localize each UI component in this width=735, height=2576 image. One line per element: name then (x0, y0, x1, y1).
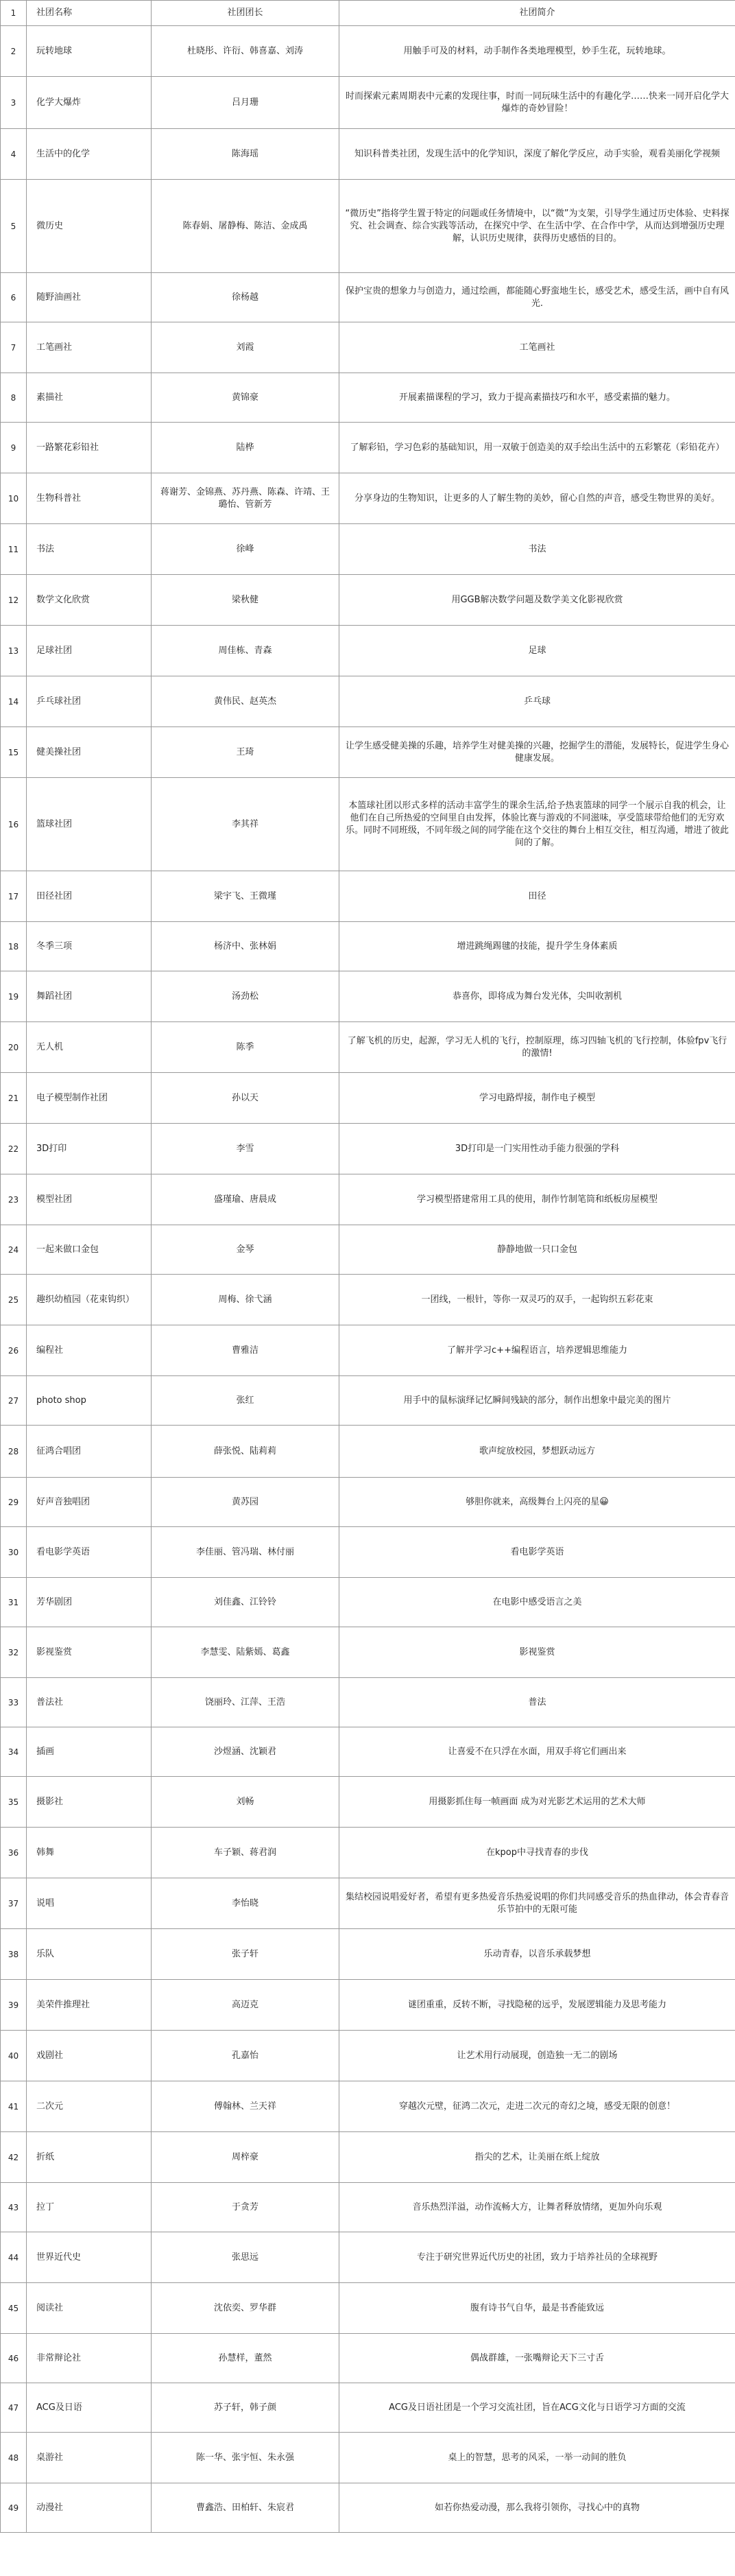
table-row (1, 423, 735, 473)
row-index: 19 (1, 971, 27, 1022)
club-intro: 看电影学英语 (339, 1527, 735, 1578)
club-leader: 汤劲松 (152, 971, 339, 1022)
club-intro: 知识科普类社团，发现生活中的化学知识，深度了解化学反应，动手实验，观看美丽化学视频 (339, 129, 735, 180)
club-intro: 用触手可及的材料，动手制作各类地理模型，妙手生花，玩转地球。 (339, 26, 735, 77)
club-leader: 孙以天 (152, 1073, 339, 1124)
row-index: 6 (1, 273, 27, 322)
header-club-intro: 社团简介 (339, 1, 735, 26)
club-name: 一路繁花彩铅社 (27, 423, 152, 473)
club-leader: 高迈克 (152, 1980, 339, 2031)
club-leader: 杨济中、张林娟 (152, 922, 339, 971)
club-intro: 工笔画社 (339, 322, 735, 373)
row-index: 23 (1, 1174, 27, 1225)
club-leader: 徐杨越 (152, 273, 339, 322)
table-row (1, 2232, 735, 2283)
club-name: 芳华剧团 (27, 1578, 152, 1627)
row-index: 40 (1, 2031, 27, 2081)
club-name: 随野油画社 (27, 273, 152, 322)
row-index: 43 (1, 2183, 27, 2232)
club-name: 拉丁 (27, 2183, 152, 2232)
club-name: 工笔画社 (27, 322, 152, 373)
club-leader: 陈海瑶 (152, 129, 339, 180)
club-name: 3D打印 (27, 1124, 152, 1174)
club-name: 生物科普社 (27, 473, 152, 524)
row-index: 3 (1, 77, 27, 129)
club-leader: 刘霞 (152, 322, 339, 373)
club-name: 韩舞 (27, 1828, 152, 1878)
club-intro: 分享身边的生物知识，让更多的人了解生物的美妙，留心自然的声音，感受生物世界的美好。 (339, 473, 735, 524)
table-row (1, 2483, 735, 2533)
club-leader: 车子颖、蒋君润 (152, 1828, 339, 1878)
club-name: 模型社团 (27, 1174, 152, 1225)
row-index: 15 (1, 727, 27, 778)
table-row (1, 322, 735, 373)
club-intro: 书法 (339, 524, 735, 575)
club-intro: 静静地做一只口金包 (339, 1225, 735, 1275)
club-leader: 李慧雯、陆紫嫣、葛鑫 (152, 1627, 339, 1678)
club-name: 电子模型制作社团 (27, 1073, 152, 1124)
club-name: 摄影社 (27, 1777, 152, 1828)
table-row (1, 1073, 735, 1124)
club-leader: 薛张悦、陆莉莉 (152, 1426, 339, 1478)
club-intro: 增进跳绳踢毽的技能，提升学生身体素质 (339, 922, 735, 971)
club-intro: 歌声绽放校园，梦想跃动远方 (339, 1426, 735, 1478)
table-row (1, 778, 735, 871)
row-index: 39 (1, 1980, 27, 2031)
club-name: 舞蹈社团 (27, 971, 152, 1022)
row-index: 33 (1, 1678, 27, 1727)
table-row (1, 373, 735, 423)
row-index: 11 (1, 524, 27, 575)
row-index: 34 (1, 1727, 27, 1777)
club-leader: 徐峰 (152, 524, 339, 575)
club-name: 无人机 (27, 1022, 152, 1073)
club-name: 素描社 (27, 373, 152, 423)
club-intro: 集结校园说唱爱好者，希望有更多热爱音乐热爱说唱的你们共同感受音乐的热血律动，体会青春音乐节拍中的无限可能 (339, 1878, 735, 1929)
club-name: 乒乓球社团 (27, 676, 152, 727)
row-index: 37 (1, 1878, 27, 1929)
club-name: 美荣件推理社 (27, 1980, 152, 2031)
club-name: 征鸿合唱团 (27, 1426, 152, 1478)
header-row (1, 1, 735, 26)
club-name: 世界近代史 (27, 2232, 152, 2283)
club-name: 书法 (27, 524, 152, 575)
club-name: 看电影学英语 (27, 1527, 152, 1578)
club-intro: 一团线，一根针，等你一双灵巧的双手，一起钩织五彩花束 (339, 1275, 735, 1325)
table-row (1, 1980, 735, 2031)
club-intro: 让学生感受健美操的乐趣，培养学生对健美操的兴趣，挖掘学生的潜能，发展特长，促进学生身心健康发展。 (339, 727, 735, 778)
club-intro: 乒乓球 (339, 676, 735, 727)
club-intro: 普法 (339, 1678, 735, 1727)
table-row (1, 1627, 735, 1678)
row-index: 29 (1, 1478, 27, 1527)
club-intro: 用摄影抓住每一帧画面 成为对光影艺术运用的艺术大师 (339, 1777, 735, 1828)
club-name: 影视鉴赏 (27, 1627, 152, 1678)
table-row (1, 473, 735, 524)
table-row (1, 1777, 735, 1828)
club-name: ACG及日语 (27, 2383, 152, 2433)
club-name: 化学大爆炸 (27, 77, 152, 129)
table-row (1, 2383, 735, 2433)
row-index: 47 (1, 2383, 27, 2433)
club-intro: 让喜爱不在只浮在水面，用双手将它们画出来 (339, 1727, 735, 1777)
row-index: 28 (1, 1426, 27, 1478)
club-intro: 让艺术用行动展现，创造独一无二的剧场 (339, 2031, 735, 2081)
row-index: 49 (1, 2483, 27, 2533)
club-name: 阅读社 (27, 2283, 152, 2334)
row-index: 22 (1, 1124, 27, 1174)
club-intro: 田径 (339, 871, 735, 922)
club-leader: 曹雅洁 (152, 1325, 339, 1376)
table-row (1, 1022, 735, 1073)
club-intro: 了解彩铅，学习色彩的基础知识，用一双敏于创造美的双手绘出生活中的五彩繁花（彩铅花卉） (339, 423, 735, 473)
club-intro: 保护宝贵的想象力与创造力，通过绘画，都能随心野蛮地生长，感受艺术，感受生活，画中自有风光. (339, 273, 735, 322)
club-intro: 够胆你就来，高级舞台上闪亮的星😀 (339, 1478, 735, 1527)
club-name: 编程社 (27, 1325, 152, 1376)
row-index: 46 (1, 2334, 27, 2383)
club-name: 冬季三项 (27, 922, 152, 971)
table-row (1, 524, 735, 575)
table-row (1, 1174, 735, 1225)
club-leader: 刘畅 (152, 1777, 339, 1828)
row-index: 26 (1, 1325, 27, 1376)
row-index: 24 (1, 1225, 27, 1275)
table-row (1, 1727, 735, 1777)
club-leader: 陈季 (152, 1022, 339, 1073)
row-index: 41 (1, 2081, 27, 2132)
table-row (1, 180, 735, 273)
club-leader: 周佳栋、青森 (152, 626, 339, 676)
header-club-name: 社团名称 (27, 1, 152, 26)
club-leader: 孔嘉怡 (152, 2031, 339, 2081)
row-index: 35 (1, 1777, 27, 1828)
row-index: 30 (1, 1527, 27, 1578)
club-name: 说唱 (27, 1878, 152, 1929)
club-name: 田径社团 (27, 871, 152, 922)
table-row (1, 1426, 735, 1478)
club-leader: 蒋谢芳、金锦燕、苏丹燕、陈森、许靖、王璐怡、管新芳 (152, 473, 339, 524)
club-name: 篮球社团 (27, 778, 152, 871)
table-row (1, 1578, 735, 1627)
club-intro: 乐动青春，以音乐承载梦想 (339, 1929, 735, 1980)
row-index: 4 (1, 129, 27, 180)
table-row (1, 1878, 735, 1929)
club-intro: 了解并学习c++编程语言，培养逻辑思维能力 (339, 1325, 735, 1376)
row-index: 45 (1, 2283, 27, 2334)
club-intro: 时而探索元素周期表中元素的发现往事，时而一同玩味生活中的有趣化学……快来一同开启化学大爆炸的奇妙冒险！ (339, 77, 735, 129)
club-leader: 梁宇飞、王微瑾 (152, 871, 339, 922)
club-intro: 学习电路焊接，制作电子模型 (339, 1073, 735, 1124)
row-index: 36 (1, 1828, 27, 1878)
club-leader: 吕月珊 (152, 77, 339, 129)
table-row (1, 2132, 735, 2183)
club-intro: 开展素描课程的学习，致力于提高素描技巧和水平，感受素描的魅力。 (339, 373, 735, 423)
club-intro: 指尖的艺术，让美丽在纸上绽放 (339, 2132, 735, 2183)
club-intro: 音乐热烈洋溢，动作流畅大方，让舞者释放情绪，更加外向乐观 (339, 2183, 735, 2232)
club-leader: 王琦 (152, 727, 339, 778)
row-index: 5 (1, 180, 27, 273)
club-leader: 陆桦 (152, 423, 339, 473)
club-leader: 张子轩 (152, 1929, 339, 1980)
table-row (1, 1124, 735, 1174)
table-row (1, 273, 735, 322)
table-row (1, 626, 735, 676)
table-row (1, 676, 735, 727)
table-row (1, 575, 735, 626)
table-row (1, 2283, 735, 2334)
club-name: 乐队 (27, 1929, 152, 1980)
table-row (1, 727, 735, 778)
club-leader: 饶丽玲、江萍、王浩 (152, 1678, 339, 1727)
row-index: 9 (1, 423, 27, 473)
club-leader: 梁秋健 (152, 575, 339, 626)
club-leader: 沈依奕、罗华群 (152, 2283, 339, 2334)
club-intro: 用GGB解决数学问题及数学美文化影视欣赏 (339, 575, 735, 626)
table-row (1, 1929, 735, 1980)
header-index: 1 (1, 1, 27, 26)
club-intro: 在电影中感受语言之美 (339, 1578, 735, 1627)
club-intro: 本篮球社团以形式多样的活动丰富学生的课余生活,给予热衷篮球的同学一个展示自我的机会，让他们在自己所热爱的空间里自由发挥，体验比赛与游戏的不同滋味，享受篮球带给他们的无穷欢乐。同时不同班级，不同年级之间的同学能在这个交往的舞台上相互交往，相互沟通，增进了彼此间的了解。 (339, 778, 735, 871)
club-intro: 穿越次元壁，征鸿二次元，走进二次元的奇幻之境，感受无限的创意！ (339, 2081, 735, 2132)
row-index: 10 (1, 473, 27, 524)
table-row (1, 26, 735, 77)
club-name: 折纸 (27, 2132, 152, 2183)
club-name: 趣织幼植园（花束钩织） (27, 1275, 152, 1325)
table-row (1, 1376, 735, 1426)
table-row (1, 129, 735, 180)
club-leader: 曹鑫浩、田柏轩、朱宸君 (152, 2483, 339, 2533)
table-row (1, 1478, 735, 1527)
club-name: 动漫社 (27, 2483, 152, 2533)
club-leader: 张红 (152, 1376, 339, 1426)
row-index: 20 (1, 1022, 27, 1073)
club-name: 二次元 (27, 2081, 152, 2132)
club-leader: 陈一华、张宇恒、朱永强 (152, 2433, 339, 2483)
club-name: 好声音独唱团 (27, 1478, 152, 1527)
club-leader: 张思远 (152, 2232, 339, 2283)
club-leader: 傅翰林、兰天祥 (152, 2081, 339, 2132)
table-row (1, 1527, 735, 1578)
club-leader: 黄苏园 (152, 1478, 339, 1527)
club-name: 普法社 (27, 1678, 152, 1727)
row-index: 12 (1, 575, 27, 626)
row-index: 42 (1, 2132, 27, 2183)
table-row (1, 2334, 735, 2383)
header-club-leader: 社团团长 (152, 1, 339, 26)
row-index: 27 (1, 1376, 27, 1426)
club-name: 插画 (27, 1727, 152, 1777)
club-name: 戏剧社 (27, 2031, 152, 2081)
club-intro: 在kpop中寻找青春的步伐 (339, 1828, 735, 1878)
row-index: 31 (1, 1578, 27, 1627)
club-name: 非常辩论社 (27, 2334, 152, 2383)
club-intro: 偶战群雄，一张嘴辩论天下三寸舌 (339, 2334, 735, 2383)
row-index: 48 (1, 2433, 27, 2483)
table-row (1, 2081, 735, 2132)
club-name: 生活中的化学 (27, 129, 152, 180)
table-row (1, 2183, 735, 2232)
table-row (1, 922, 735, 971)
club-intro: 恭喜你，即将成为舞台发光体，尖叫收割机 (339, 971, 735, 1022)
club-leader: 黄伟民、赵英杰 (152, 676, 339, 727)
row-index: 14 (1, 676, 27, 727)
club-intro: 如若你热爱动漫，那么我将引领你，寻找心中的真物 (339, 2483, 735, 2533)
club-intro: 了解飞机的历史，起源，学习无人机的飞行，控制原理，练习四轴飞机的飞行控制，体验fpv飞行的激情! (339, 1022, 735, 1073)
row-index: 21 (1, 1073, 27, 1124)
club-intro: 影视鉴赏 (339, 1627, 735, 1678)
table-row (1, 2031, 735, 2081)
club-leader: 金琴 (152, 1225, 339, 1275)
club-intro: 学习模型搭建常用工具的使用，制作竹制笔筒和纸板房屋模型 (339, 1174, 735, 1225)
club-leader: 李其祥 (152, 778, 339, 871)
club-intro: 用手中的鼠标演绎记忆瞬间残缺的部分，制作出想象中最完美的图片 (339, 1376, 735, 1426)
club-intro: 专注于研究世界近代历史的社团，致力于培养社员的全球视野 (339, 2232, 735, 2283)
club-intro: 腹有诗书气自华，最是书香能致远 (339, 2283, 735, 2334)
club-leader: 盛瑾瑜、唐晨成 (152, 1174, 339, 1225)
club-intro: 足球 (339, 626, 735, 676)
club-intro: “微历史”指将学生置于特定的问题或任务情境中，以“微”为支架，引导学生通过历史体验、史料探究、社会调查、综合实践等活动，在探究中学、在生活中学、在合作中学，从而达到增强历史理解，认识历史规律，获得历史感悟的目的。 (339, 180, 735, 273)
club-leader: 李雪 (152, 1124, 339, 1174)
club-leader: 沙煜涵、沈颖君 (152, 1727, 339, 1777)
club-leader: 黄锦豪 (152, 373, 339, 423)
club-leader: 孙慧样，董然 (152, 2334, 339, 2383)
table-row (1, 2433, 735, 2483)
table-row (1, 971, 735, 1022)
row-index: 2 (1, 26, 27, 77)
club-leader: 李怡晓 (152, 1878, 339, 1929)
club-intro: 3D打印是一门实用性动手能力很强的学科 (339, 1124, 735, 1174)
club-name: 健美操社团 (27, 727, 152, 778)
club-name: photo shop (27, 1376, 152, 1426)
club-leader: 李佳丽、管冯瑞、林付丽 (152, 1527, 339, 1578)
row-index: 13 (1, 626, 27, 676)
club-name: 微历史 (27, 180, 152, 273)
club-name: 足球社团 (27, 626, 152, 676)
club-name: 数学文化欣赏 (27, 575, 152, 626)
club-leader: 陈春娟、屠静梅、陈洁、金成禹 (152, 180, 339, 273)
table-row (1, 1225, 735, 1275)
club-leader: 周梓豪 (152, 2132, 339, 2183)
club-name: 玩转地球 (27, 26, 152, 77)
row-index: 18 (1, 922, 27, 971)
club-name: 一起来做口金包 (27, 1225, 152, 1275)
club-leader: 周梅、徐弋涵 (152, 1275, 339, 1325)
club-leader: 刘佳鑫、江铃铃 (152, 1578, 339, 1627)
row-index: 16 (1, 778, 27, 871)
row-index: 44 (1, 2232, 27, 2283)
club-leader: 于贪芳 (152, 2183, 339, 2232)
row-index: 17 (1, 871, 27, 922)
row-index: 38 (1, 1929, 27, 1980)
club-name: 桌游社 (27, 2433, 152, 2483)
row-index: 32 (1, 1627, 27, 1678)
club-leader: 苏子轩，韩子颜 (152, 2383, 339, 2433)
table-row (1, 1325, 735, 1376)
row-index: 7 (1, 322, 27, 373)
row-index: 8 (1, 373, 27, 423)
club-intro: ACG及日语社团是一个学习交流社团，旨在ACG文化与日语学习方面的交流 (339, 2383, 735, 2433)
table-row (1, 1828, 735, 1878)
table-row (1, 1275, 735, 1325)
table-row (1, 1678, 735, 1727)
row-index: 25 (1, 1275, 27, 1325)
club-intro: 谜团重重，反转不断，寻找隐秘的远乎，发展逻辑能力及思考能力 (339, 1980, 735, 2031)
table-row (1, 871, 735, 922)
club-intro: 桌上的智慧，思考的风采，一举一动间的胜负 (339, 2433, 735, 2483)
table-row (1, 77, 735, 129)
club-leader: 杜晓彤、许衍、韩喜嘉、刘涛 (152, 26, 339, 77)
